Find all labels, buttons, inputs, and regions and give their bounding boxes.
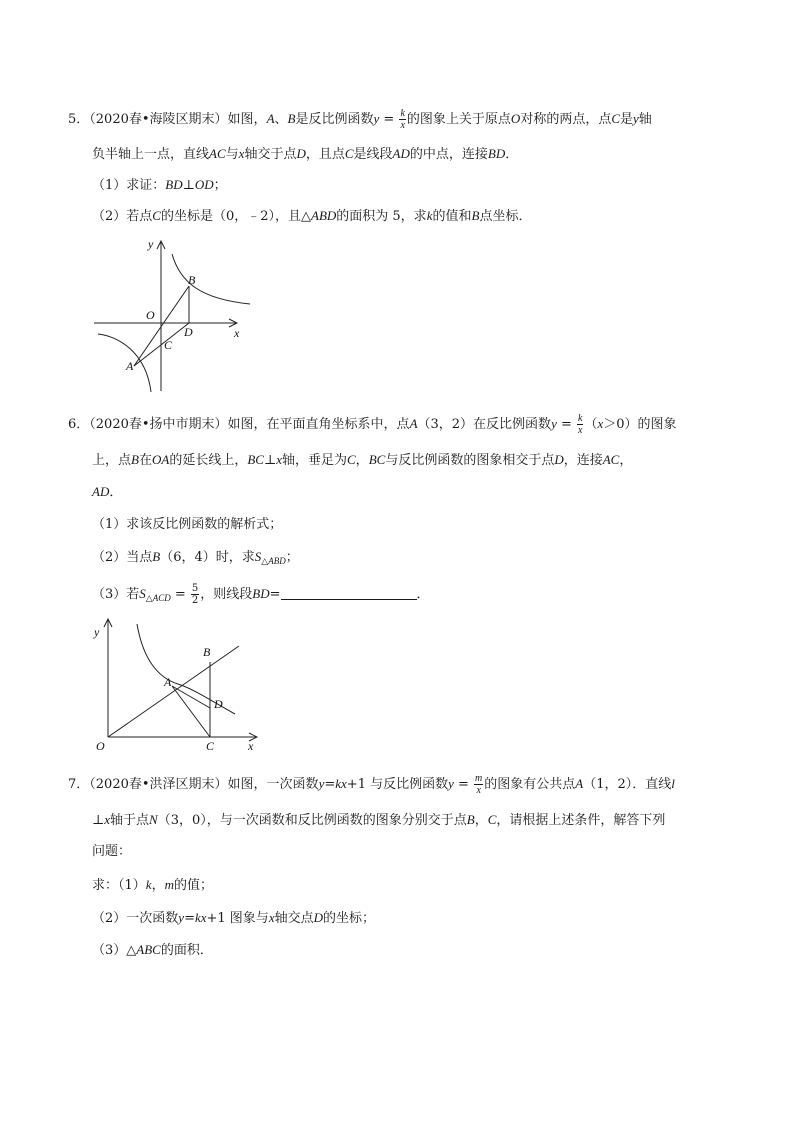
fraction-m-over-x: $\frac{m}{x}$ — [475, 773, 483, 796]
line-ob — [108, 646, 239, 737]
q6-line-1: 6．（2020春•扬中市期末）如图，在平面直角坐标系中，点A（3，2）在反比例函数y = $\frac{k}{x}$ （x＞0）的图象 — [68, 413, 677, 436]
label-O: O — [96, 739, 105, 753]
q6-part-1: （1）求该反比例函数的解析式； — [92, 517, 283, 532]
q5-part-2: （2）若点C的坐标是（0，﹣2），且△ABD的面积为 5，求k的值和B点坐标． — [92, 208, 532, 224]
segment-ac — [172, 686, 210, 737]
label-D: D — [184, 325, 193, 339]
label-x: x — [234, 326, 240, 340]
q5-line-1: 5．（2020春•海陵区期末）如图，A、B是反比例函数y = $\frac{k}{x}$ 的图象上关于原点O对称的两点，点C是y轴 — [68, 108, 652, 131]
answer-blank[interactable] — [281, 586, 417, 600]
label-O: O — [146, 308, 155, 322]
q5-figure — [88, 234, 258, 394]
q7-part-1: 求：（1）k，m的值； — [92, 877, 213, 893]
label-A: A — [164, 675, 172, 689]
q7-part-2: （2）一次函数y=kx+1 图象与x轴交点D的坐标； — [92, 910, 376, 926]
q5-line-2: 负半轴上一点，直线AC与x轴交于点D，且点C是线段AD的中点，连接BD． — [92, 146, 519, 162]
q6-part-3: （3）若$S_{\triangle ACD}$ = $\frac{5}{2}$ ，则线段BD= ． — [92, 583, 430, 606]
q6-figure — [88, 614, 268, 754]
fraction-k-over-x: $\frac{k}{x}$ — [400, 108, 405, 131]
label-B: B — [188, 273, 196, 287]
q5-part-1: （1）求证：BD⊥OD； — [92, 177, 227, 193]
q6-line-3: AD． — [92, 484, 123, 500]
fraction-5-over-2: $\frac{5}{2}$ — [191, 583, 199, 606]
label-x: x — [248, 739, 254, 753]
label-A: A — [126, 359, 134, 373]
label-y: y — [148, 237, 154, 251]
q6-line-2: 上，点B在OA的延长线上，BC⊥x轴，垂足为C，BC与反比例函数的图象相交于点D，连接AC， — [92, 452, 633, 468]
q7-line-2: ⊥x轴于点N（3，0），与一次函数和反比例函数的图象分别交于点B，C，请根据上述条件，解答下列 — [92, 812, 666, 828]
hyperbola-branch-lower — [98, 334, 151, 392]
q6-part-2: （2）当点B（6，4）时，求$S_{\triangle ABD}$； — [92, 549, 299, 566]
q7-part-3: （3）△ABC的面积． — [92, 942, 213, 958]
hyperbola-branch-upper — [172, 254, 250, 304]
label-B: B — [203, 645, 211, 659]
label-D: D — [214, 697, 223, 711]
q7-line-3: 问题： — [92, 844, 132, 859]
label-C: C — [164, 338, 173, 352]
fraction-k-over-x: $\frac{k}{x}$ — [578, 413, 583, 436]
label-y: y — [94, 625, 100, 639]
q7-line-1: 7．（2020春•洪泽区期末）如图，一次函数y=kx+1 与反比例函数y = $\frac{m}{x}$ 的图象有公共点A（1，2）．直线l — [68, 773, 675, 796]
label-C: C — [206, 739, 215, 753]
